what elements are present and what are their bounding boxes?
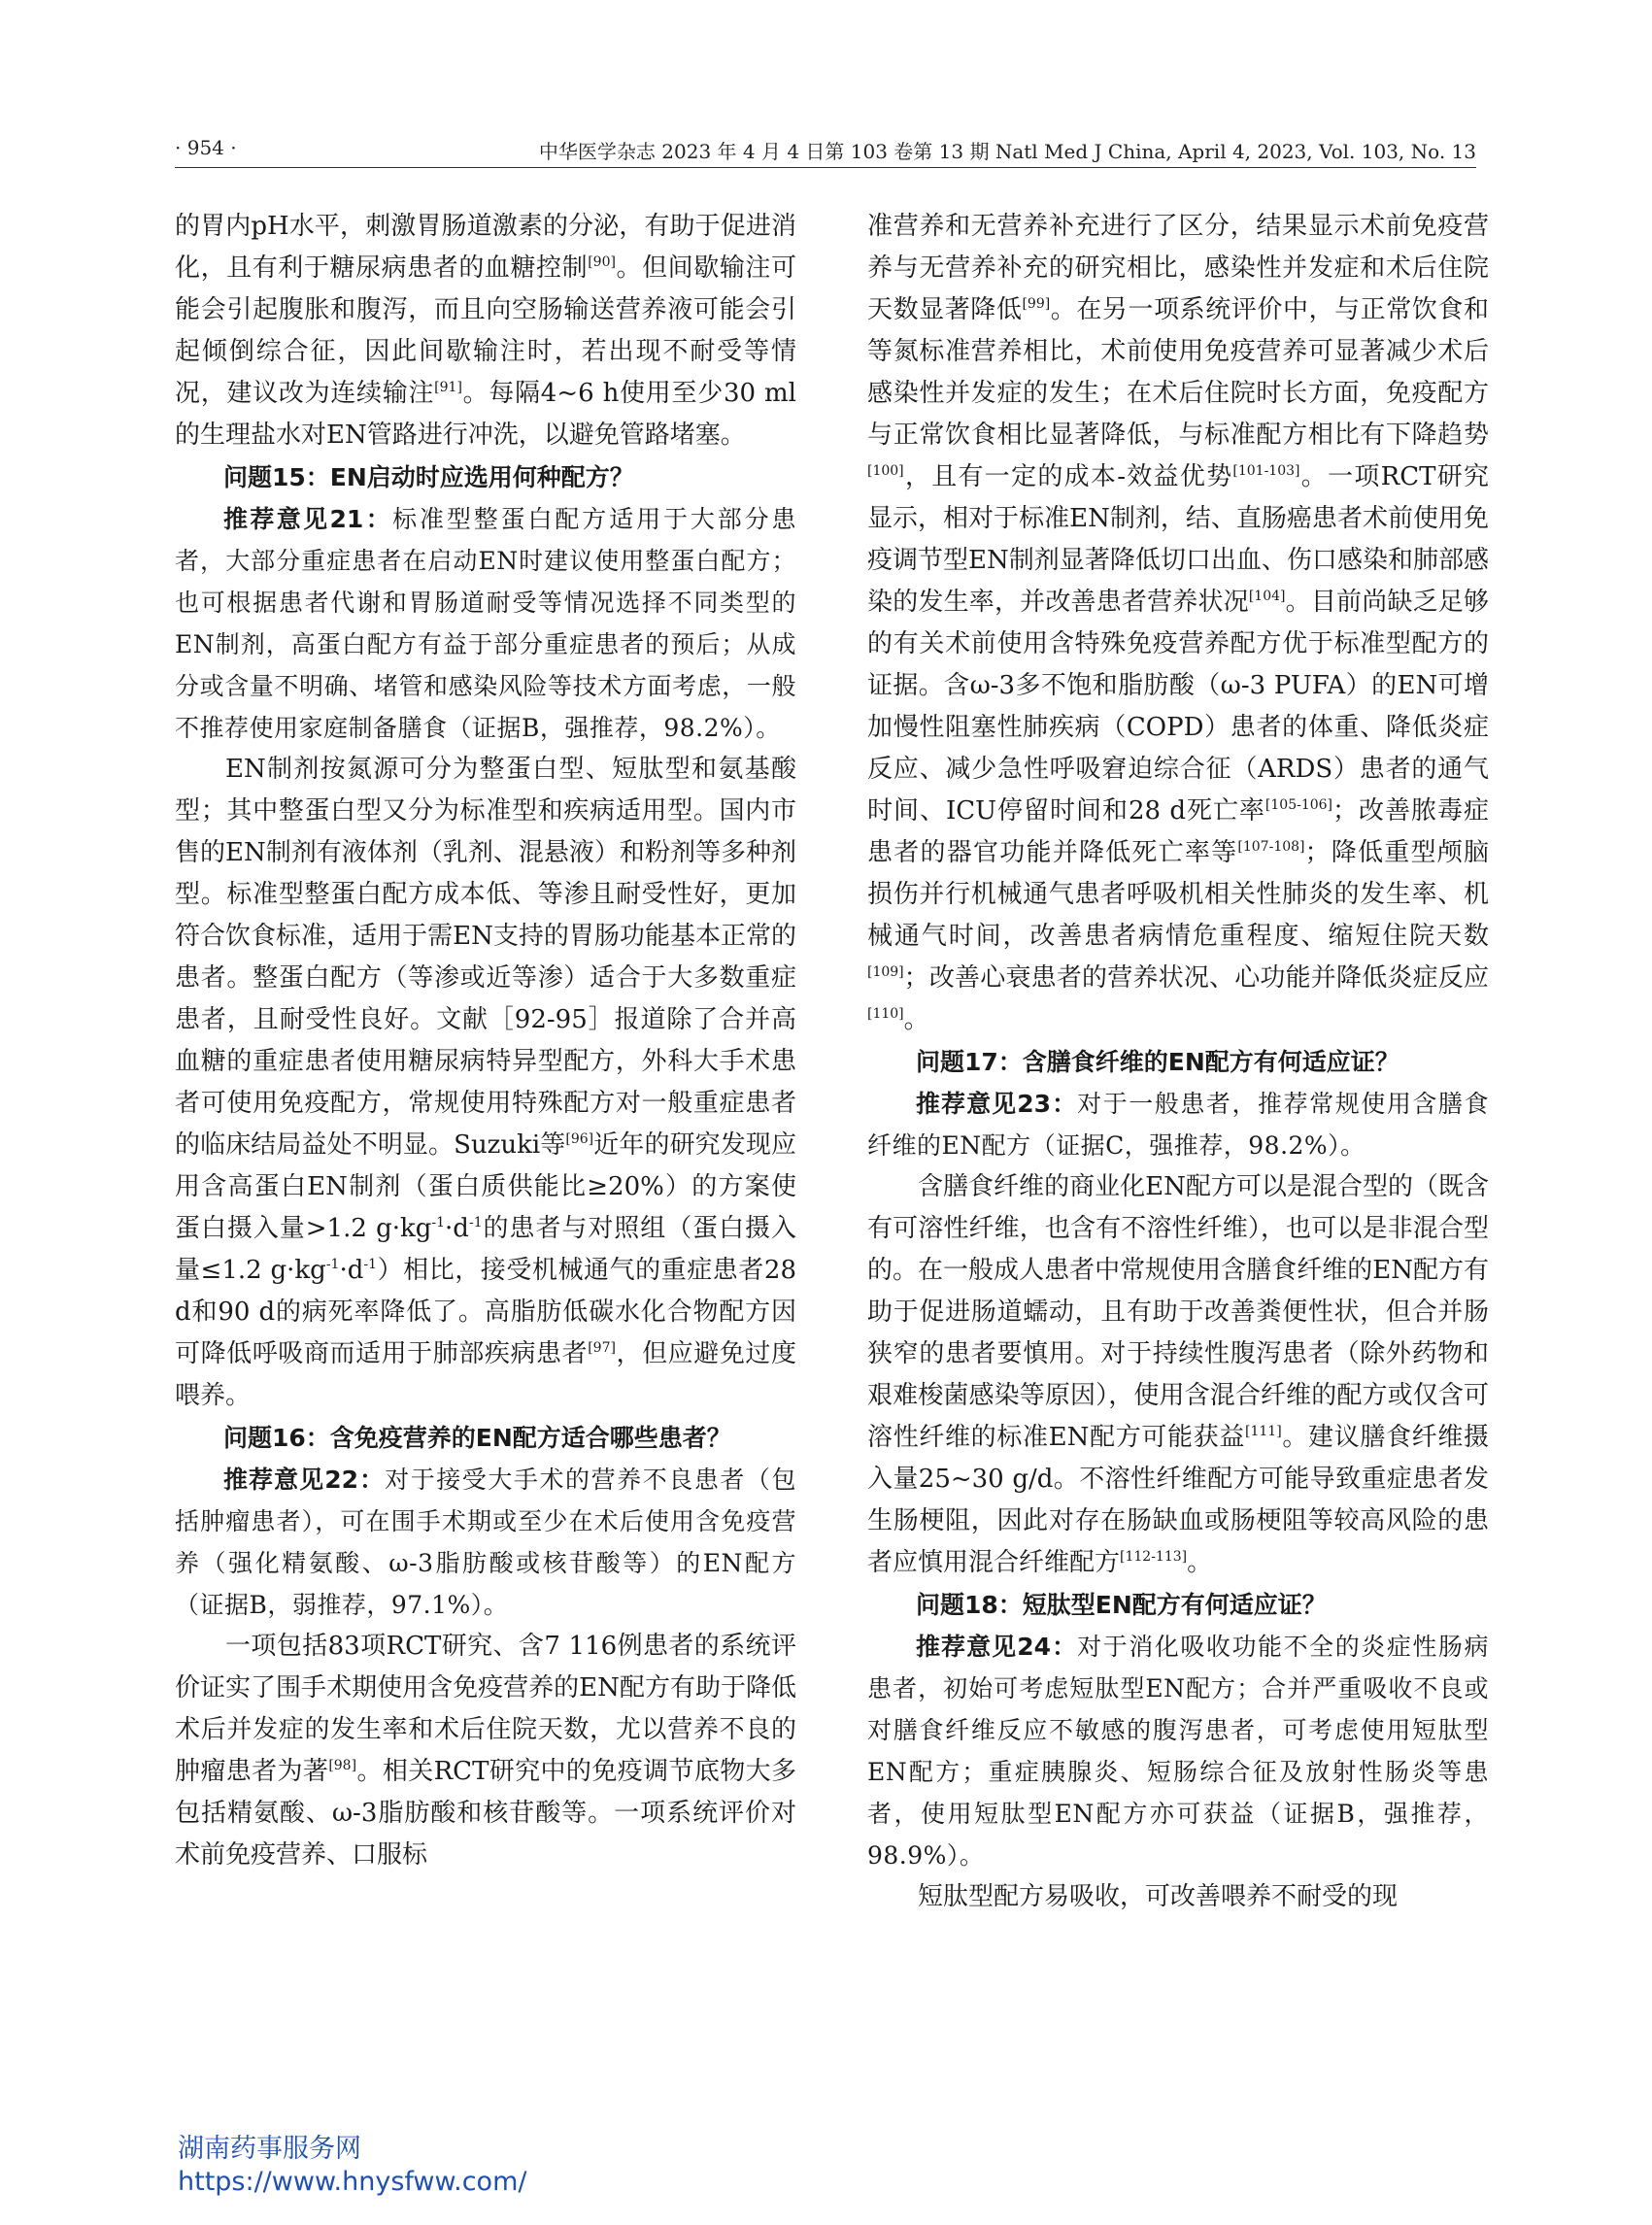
page-number: · 954 ·	[175, 136, 237, 159]
question-15-heading: 问题15：EN启动时应选用何种配方？	[223, 463, 634, 491]
journal-citation: 中华医学杂志 2023 年 4 月 4 日第 103 卷第 13 期 Natl Med J China, April 4, 2023, Vol. 103, No. 13	[538, 140, 1476, 163]
recommendation-21: 推荐意见21：标准型整蛋白配方适用于大部分患者，大部分重症患者在启动EN时建议使用整蛋白配方；也可根据患者代谢和胃肠道耐受等情况选择不同类型的EN制剂，高蛋白配方有益于部分重症患者的预后；从成分或含量不明确、堵管和感染风险等技术方面考虑，一般不推荐使用家庭制备膳食（证据B，强推荐，98.2%）。	[175, 505, 796, 742]
recommendation-24: 推荐意见24：对于消化吸收功能不全的炎症性肠病患者，初始可考虑短肽型EN配方；合并严重吸收不良或对膳食纤维反应不敏感的腹泻患者，可考虑使用短肽型EN配方；重症胰腺炎、短肠综合征及放射性肠炎等患者，使用短肽型EN配方亦可获益（证据B，强推荐，98.9%）。	[867, 1633, 1489, 1870]
watermark	[178, 2133, 526, 2199]
question-16-heading: 问题16：含免疫营养的EN配方适合哪些患者？	[223, 1424, 731, 1452]
watermark-url[interactable]: https://www.hnysfww.com/	[178, 2167, 527, 2197]
recommendation-23: 推荐意见23：对于一般患者，推荐常规使用含膳食纤维的EN配方（证据C，强推荐，98.2%）。	[867, 1090, 1489, 1160]
watermark-name: 湖南药事服务网	[178, 2134, 361, 2164]
header-rule	[175, 167, 1476, 168]
right-column	[867, 206, 1489, 1918]
paragraph: 短肽型配方易吸收，可改善喂养不耐受的现	[918, 1882, 1399, 1911]
paragraph: EN制剂按氮源可分为整蛋白型、短肽型和氨基酸型；其中整蛋白型又分为标准型和疾病适用型。国内市售的EN制剂有液体剂（乳剂、混悬液）和粉剂等多种剂型。标准型整蛋白配方成本低、等渗且耐受性好，更加符合饮食标准，适用于需EN支持的胃肠功能基本正常的患者。整蛋白配方（等渗或近等渗）适合于大多数重症患者，且耐受性良好。文献［92-95］报道除了合并高血糖的重症患者使用糖尿病特异型配方，外科大手术患者可使用免疫配方，常规使用特殊配方对一般重症患者的临床结局益处不明显。Suzuki等[96]近年的研究发现应用含高蛋白EN制剂（蛋白质供能比≥20%）的方案使蛋白摄入量>1.2 $g\cdot kg^{-1}\cdot d^{-1}$的患者与对照组（蛋白摄入量≤1.2 $g\cdot kg^{-1}\cdot d^{-1}$）相比，接受机械通气的重症患者28 d和90 d的病死率降低了。高脂肪低碳水化合物配方因可降低呼吸商而适用于肺部疾病患者[97]，但应避免过度喂养。	[175, 755, 796, 1410]
paragraph: 准营养和无营养补充进行了区分，结果显示术前免疫营养与无营养补充的研究相比，感染性并发症和术后住院天数显著降低[99]。在另一项系统评价中，与正常饮食和等氮标准营养相比，术前使用免疫营养可显著减少术后感染性并发症的发生；在术后住院时长方面，免疫配方与正常饮食相比显著降低，与标准配方相比有下降趋势[100]，且有一定的成本-效益优势[101-103]。一项RCT研究显示，相对于标准EN制剂，结、直肠癌患者术前使用免疫调节型EN制剂显著降低切口出血、伤口感染和肺部感染的发生率，并改善患者营养状况[104]。目前尚缺乏足够的有关术前使用含特殊免疫营养配方优于标准型配方的证据。含ω-3多不饱和脂肪酸（ω-3 PUFA）的EN可增加慢性阻塞性肺疾病（COPD）患者的体重、降低炎症反应、减少急性呼吸窘迫综合征（ARDS）患者的通气时间、ICU停留时间和28 d死亡率[105-106]；改善脓毒症患者的器官功能并降低死亡率等[107-108]；降低重型颅脑损伤并行机械通气患者呼吸机相关性肺炎的发生率、机械通气时间，改善患者病情危重程度、缩短住院天数[109]；改善心衰患者的营养状况、心功能并降低炎症反应[110]。	[867, 212, 1489, 1034]
left-column	[175, 206, 796, 1876]
question-17-heading: 问题17：含膳食纤维的EN配方有何适应证？	[916, 1048, 1399, 1076]
running-header	[175, 136, 1476, 165]
paragraph: 含膳食纤维的商业化EN配方可以是混合型的（既含有可溶性纤维，也含有不溶性纤维），也可以是非混合型的。在一般成人患者中常规使用含膳食纤维的EN配方有助于促进肠道蠕动，且有助于改善粪便性状，但合并肠狭窄的患者要慎用。对于持续性腹泻患者（除外药物和艰难梭菌感染等原因），使用含混合纤维的配方或仅含可溶性纤维的标准EN配方可能获益[111]。建议膳食纤维摄入量25~30 g/d。不溶性纤维配方可能导致重症患者发生肠梗阻，因此对存在肠缺血或肠梗阻等较高风险的患者应慎用混合纤维配方[112-113]。	[867, 1172, 1489, 1577]
paragraph: 一项包括83项RCT研究、含7 116例患者的系统评价证实了围手术期使用含免疫营养的EN配方有助于降低术后并发症的发生率和术后住院天数，尤以营养不良的肿瘤患者为著[98]。相关RCT研究中的免疫调节底物大多包括精氨酸、ω-3脂肪酸和核苷酸等。一项系统评价对术前免疫营养、口服标	[175, 1632, 796, 1870]
recommendation-22: 推荐意见22：对于接受大手术的营养不良患者（包括肿瘤患者），可在围手术期或至少在术后使用含免疫营养（强化精氨酸、ω-3脂肪酸或核苷酸等）的EN配方（证据B，弱推荐，97.1%）。	[175, 1466, 796, 1619]
question-18-heading: 问题18：短肽型EN配方有何适应证？	[916, 1591, 1327, 1619]
paragraph: 的胃内pH水平，刺激胃肠道激素的分泌，有助于促进消化，且有利于糖尿病患者的血糖控制[90]。但间歇输注可能会引起腹胀和腹泻，而且向空肠输送营养液可能会引起倾倒综合征，因此间歇输注时，若出现不耐受等情况，建议改为连续输注[91]。每隔4~6 h使用至少30 ml的生理盐水对EN管路进行冲洗，以避免管路堵塞。	[175, 212, 796, 450]
